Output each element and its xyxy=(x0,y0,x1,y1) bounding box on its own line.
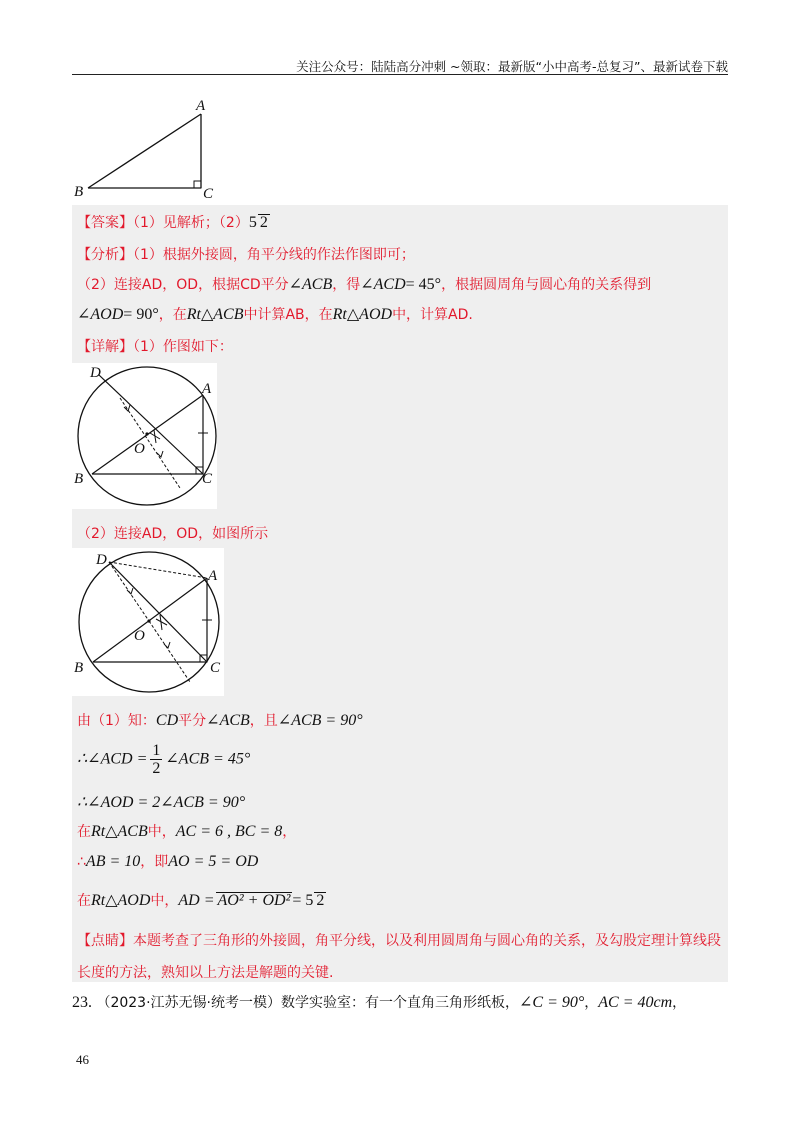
svg-text:O: O xyxy=(134,628,145,644)
analysis-label: 【分析】 xyxy=(77,247,133,263)
problem-23: 23. （2023·江苏无锡·统考一模）数学实验室：有一个直角三角形纸板，∠C = 90°，AC = 40cm， xyxy=(72,994,687,1011)
page-header: 关注公众号：陆陆高分冲刺 ~领取：最新版“小中高考-总复习”、最新试卷下载 xyxy=(296,59,728,74)
svg-text:B: B xyxy=(74,471,84,487)
label-A: A xyxy=(196,98,206,114)
svg-text:C: C xyxy=(202,471,213,487)
header-rule xyxy=(72,74,728,75)
comment-line-1: 【点睛】本题考查了三角形的外接圆，角平分线，以及利用圆周角与圆心角的关系，及勾股定理计算线段 xyxy=(77,933,721,949)
analysis-line-2: （2）连接AD，OD，根据CD平分∠ACB，得∠ACD= 45°，根据圆周角与圆心角的关系得到 xyxy=(77,276,652,293)
answer-line: 【答案】（1）见解析；（2）5 2 xyxy=(77,214,268,231)
label-B: B xyxy=(74,184,84,200)
svg-text:A: A xyxy=(202,381,212,397)
step-3: ∴∠AOD = 2∠ACB = 90° xyxy=(77,794,246,811)
triangle-figure xyxy=(72,96,222,206)
svg-text:D: D xyxy=(90,365,101,381)
svg-text:A: A xyxy=(208,568,218,584)
step-5: ∴AB = 10，即AO = 5 = OD xyxy=(77,853,259,870)
step-1: 由（1）知：CD平分∠ACB，且∠ACB = 90° xyxy=(77,712,363,729)
comment-label: 【点睛】 xyxy=(77,933,133,949)
circle-figure-1 xyxy=(72,363,217,509)
svg-text:O: O xyxy=(134,441,145,457)
svg-text:D: D xyxy=(96,552,107,568)
answer-label: 【答案】 xyxy=(77,215,133,231)
step-2: ∴∠ACD = $\frac{1}{2}$ ∠ACB = 45° xyxy=(77,742,251,777)
comment-line-2: 长度的方法，熟知以上方法是解题的关键. xyxy=(77,965,334,981)
label-C: C xyxy=(203,186,214,202)
analysis-line-1: 【分析】（1）根据外接圆，角平分线的作法作图即可； xyxy=(77,247,415,263)
detail-label: 【详解】 xyxy=(77,339,133,355)
detail-line-1: 【详解】（1）作图如下： xyxy=(77,339,233,355)
step-6: 在Rt△AOD中，AD = AO² + OD² = 5 2 xyxy=(77,892,325,909)
detail-part-2: （2）连接AD，OD，如图所示 xyxy=(77,526,269,542)
page-number: 46 xyxy=(76,1052,89,1067)
svg-text:C: C xyxy=(210,660,221,676)
circle-figure-2 xyxy=(72,548,224,696)
step-4: 在Rt△ACB中，AC = 6 , BC = 8， xyxy=(77,823,297,840)
svg-text:B: B xyxy=(74,660,84,676)
analysis-line-3: ∠AOD= 90°，在Rt△ACB中计算AB，在Rt△AOD中，计算AD. xyxy=(77,306,473,323)
